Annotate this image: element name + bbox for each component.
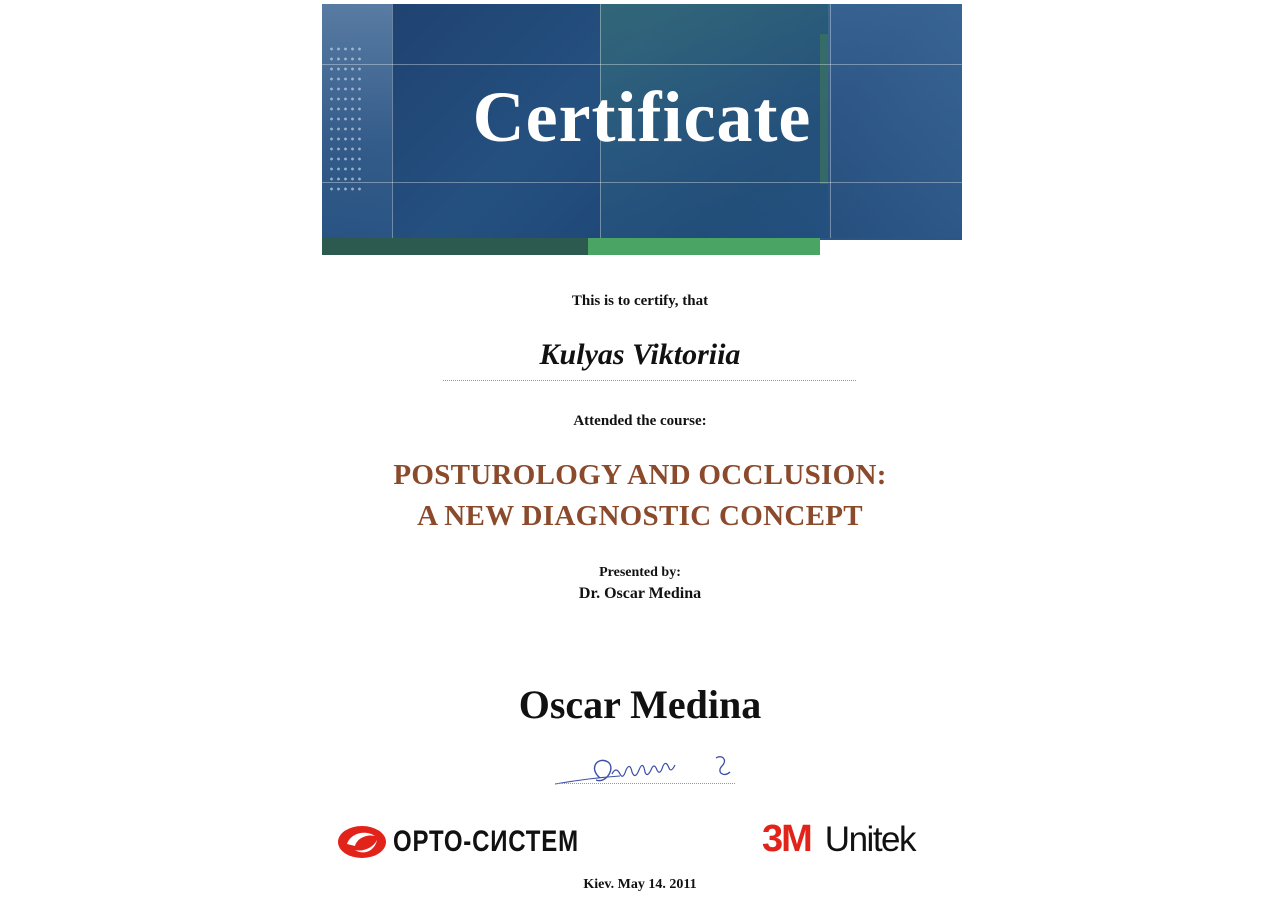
banner-stripe-dark: [322, 238, 588, 255]
handwritten-signature: [550, 748, 750, 798]
signer-name: Oscar Medina: [518, 682, 762, 727]
banner-line: [322, 64, 962, 65]
orto-sistem-logo: [337, 822, 625, 862]
certify-line: This is to certify, that: [571, 293, 709, 309]
course-title-line-2: A NEW DIAGNOSTIC CONCEPT: [417, 500, 863, 532]
orto-sistem-mark-icon: [337, 824, 387, 860]
recipient-underline: [443, 380, 856, 381]
banner-line: [322, 182, 962, 183]
3m-mark: 3M: [762, 818, 811, 860]
3m-unitek-logo: [762, 818, 915, 861]
recipient-name: Kulyas Viktoriia: [539, 338, 741, 371]
banner-stripe-blue: [820, 238, 962, 240]
unitek-wordmark: Unitek: [824, 820, 916, 859]
presented-by-label: Presented by:: [599, 565, 681, 580]
place-date: Kiev. May 14. 2011: [583, 877, 697, 892]
signature-underline: [555, 783, 735, 784]
attended-line: Attended the course:: [573, 413, 707, 429]
course-title-line-1: POSTUROLOGY AND OCCLUSION:: [393, 459, 887, 491]
certificate-title: Certificate: [472, 77, 812, 157]
banner-stripe-green: [588, 238, 820, 255]
orto-sistem-wordmark: ОРТО-СИСТЕМ: [393, 825, 579, 858]
presenter-name: Dr. Oscar Medina: [578, 585, 702, 602]
header-banner: [322, 4, 962, 240]
